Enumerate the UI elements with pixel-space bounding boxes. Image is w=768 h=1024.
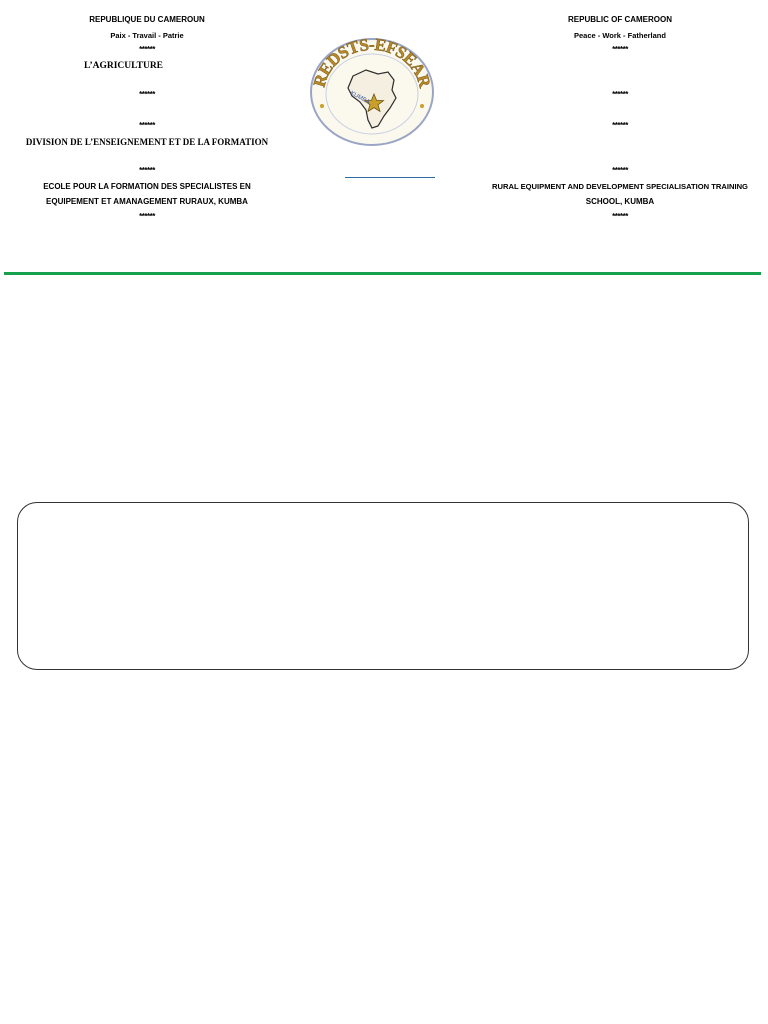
school-logo-emblem	[308, 36, 436, 148]
header-divider	[4, 272, 761, 275]
title-box	[17, 502, 749, 670]
right-school-line-2: SCHOOL, KUMBA	[585, 197, 655, 206]
logo-top-text: REDSTS-EFSEAR	[309, 36, 435, 90]
right-separator-2: ******	[612, 90, 628, 99]
logo-dot-right	[420, 104, 424, 108]
left-separator-1: ******	[139, 45, 155, 54]
left-separator-4: ******	[139, 166, 155, 175]
left-school-line-2: EQUIPEMENT ET AMANAGEMENT RURAUX, KUMBA	[46, 197, 248, 206]
logo-dot-left	[320, 104, 324, 108]
logo-underline-link[interactable]	[345, 177, 435, 178]
left-separator-2: ******	[139, 90, 155, 99]
left-separator-3: ******	[139, 121, 155, 130]
left-school-line-1: ECOLE POUR LA FORMATION DES SPECIALISTES EN	[43, 182, 251, 191]
right-separator-5: ******	[612, 212, 628, 221]
left-ministry: L’AGRICULTURE	[84, 61, 164, 71]
left-country: REPUBLIQUE DU CAMEROUN	[89, 15, 205, 24]
logo-center-text: KUMBA	[349, 90, 371, 106]
left-separator-5: ******	[139, 212, 155, 221]
right-separator-1: ******	[612, 45, 628, 54]
left-division: DIVISION DE L’ENSEIGNEMENT ET DE LA FORMATION	[25, 137, 269, 147]
right-separator-3: ******	[612, 121, 628, 130]
right-motto: Peace - Work - Fatherland	[574, 31, 666, 40]
right-country: REPUBLIC OF CAMEROON	[568, 15, 672, 24]
right-separator-4: ******	[612, 166, 628, 175]
left-motto: Paix - Travail - Patrie	[110, 31, 184, 40]
right-school-line-1: RURAL EQUIPMENT AND DEVELOPMENT SPECIALISATION TRAINING	[492, 182, 748, 191]
